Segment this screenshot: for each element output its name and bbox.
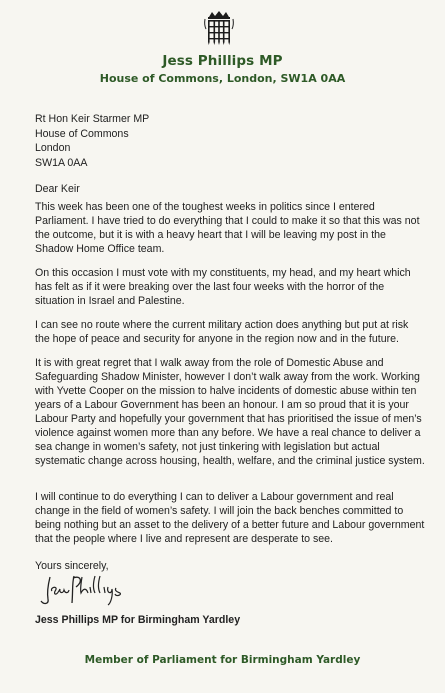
recipient-line-1: Rt Hon Keir Starmer MP: [35, 113, 150, 125]
handwritten-signature: [38, 573, 148, 609]
recipient-line-2: House of Commons: [35, 127, 129, 140]
paragraph-1: This week has been one of the toughest weeks in politics since I entered Parliament. I have tried to do everything that I could to make it so that this was not the outcome, but it is with a heavy heart that I will be leaving my post in the Shadow Home Office team.: [35, 201, 420, 255]
recipient-address: [35, 112, 425, 170]
recipient-line-4: SW1A 0AA: [35, 156, 88, 169]
recipient-line-3: London: [35, 142, 71, 154]
salutation: Dear Keir: [35, 183, 80, 195]
signatory: Jess Phillips MP for Birmingham Yardley: [35, 614, 241, 626]
paragraph-4: It is with great regret that I walk away from the role of Domestic Abuse and Safeguarding Shadow Minister, however I don’t walk away from the work. Working with Yvette Cooper on the mission to halve incidents of domestic abuse within ten years of a Labour Government has been an honour. I am so proud that it is your Labour Party and hopefully your government that has prioritised the issue of men’s violence against women more than any before. We have a real chance to deliver a sea change in women’s safety, not just tinkering with legislation but actual systematic change across housing, health, welfare, and the criminal justice system.: [35, 357, 425, 467]
paragraph-5: I will continue to do everything I can to deliver a Labour government and real change in the field of women’s safety. I will join the back benches committed to being nothing but an asset to the delivery of a better future and Labour government that the people where I live and represent are desperate to see.: [35, 491, 425, 545]
footer-text: Member of Parliament for Birmingham Yardley: [84, 654, 361, 666]
letterhead-address: House of Commons, London, SW1A 0AA: [99, 72, 346, 85]
letterhead-name: Jess Phillips MP: [162, 53, 283, 69]
paragraph-3: I can see no route where the current military action does anything but put at risk the hope of peace and security for anyone in the region now and in the future.: [35, 319, 409, 345]
closing: Yours sincerely,: [35, 560, 109, 572]
paragraph-2: On this occasion I must vote with my constituents, my head, and my heart which has felt as if it were breaking over the last four weeks with the horror of the situation in Israel and Palestine.: [35, 267, 411, 307]
portcullis-icon: [203, 11, 235, 46]
